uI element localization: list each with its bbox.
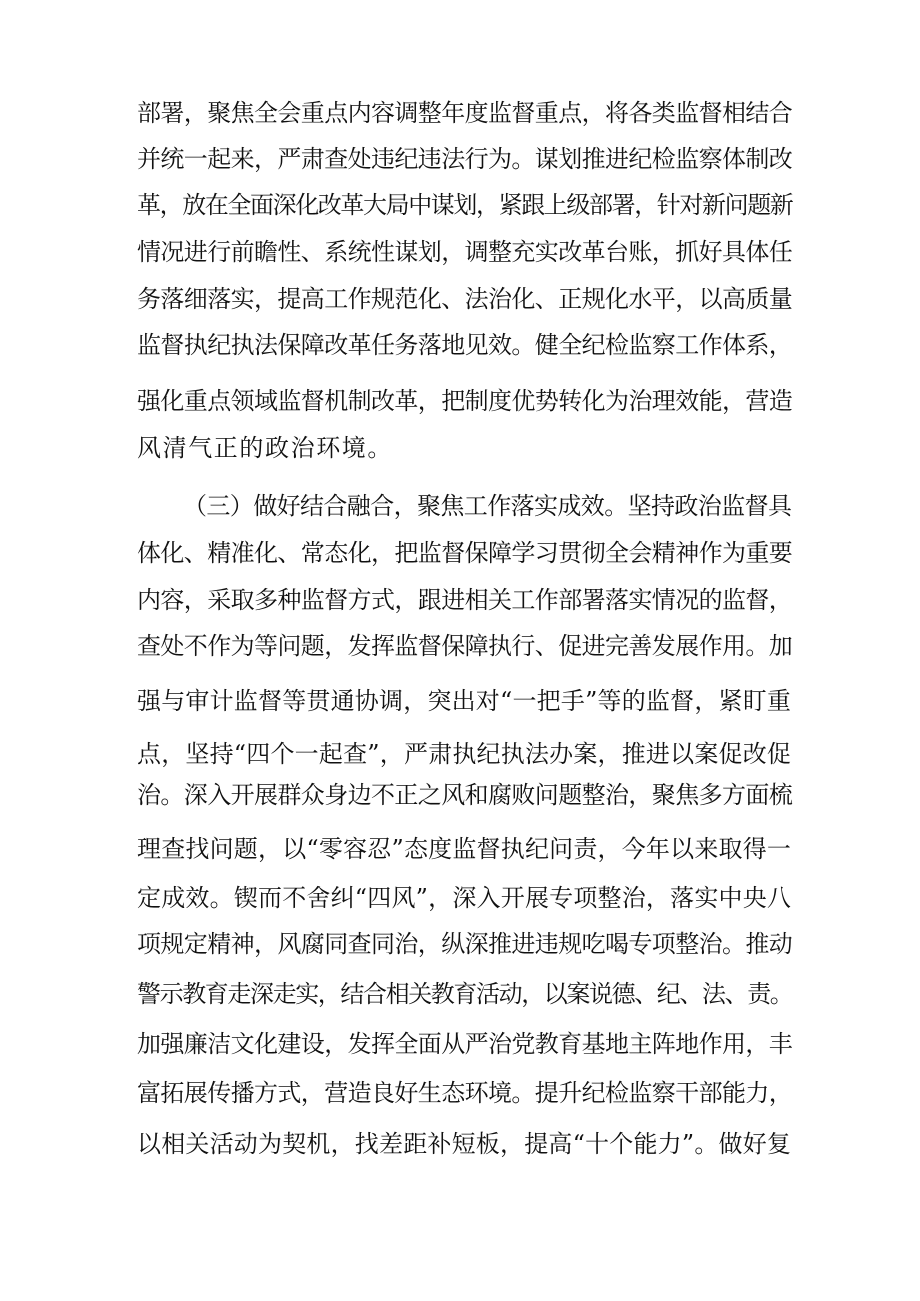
text-line: 强化重点领域监督机制改革，把制度优势转化为治理效能，营造	[137, 387, 793, 415]
text-line: 富拓展传播方式，营造良好生态环境。提升纪检监察干部能力，	[137, 1079, 793, 1107]
text-line: 务落细落实，提高工作规范化、法治化、正规化水平，以高质量	[137, 285, 793, 313]
text-line: 点，坚持“四个一起查”，严肃执纪执法办案，推进以案促改促	[137, 740, 792, 768]
text-line: 理查找问题，以“零容忍”态度监督执纪问责，今年以来取得一	[137, 835, 792, 863]
text-line: 项规定精神，风腐同查同治，纵深推进违规吃喝专项整治。推动	[137, 930, 793, 958]
text-line: 体化、精准化、常态化，把监督保障学习贯彻全会精神作为重要	[137, 539, 793, 567]
text-line: 并统一起来，严肃查处违纪违法行为。谋划推进纪检监察体制改	[137, 145, 793, 173]
paragraph-heading: （三）做好结合融合，聚焦工作落实成效。坚持政治监督具	[183, 492, 792, 520]
text-line: 以相关活动为契机，找差距补短板，提高“十个能力”。做好复	[137, 1130, 792, 1158]
text-line: 查处不作为等问题，发挥监督保障执行、促进完善发展作用。加	[137, 632, 793, 660]
text-line: 监督执纪执法保障改革任务落地见效。健全纪检监察工作体系，	[137, 331, 793, 359]
text-line: 情况进行前瞻性、系统性谋划，调整充实改革台账，抓好具体任	[137, 238, 793, 266]
text-line: 治。深入开展群众身边不正之风和腐败问题整治，聚焦多方面梳	[137, 781, 793, 809]
text-line: 加强廉洁文化建设，发挥全面从严治党教育基地主阵地作用，丰	[137, 1030, 793, 1058]
text-line: 革，放在全面深化改革大局中谋划，紧跟上级部署，针对新问题新	[137, 191, 793, 219]
text-line: 强与审计监督等贯通协调，突出对“一把手”等的监督，紧盯重	[137, 687, 792, 715]
text-line: 内容，采取多种监督方式，跟进相关工作部署落实情况的监督，	[137, 586, 793, 614]
text-line: 部署，聚焦全会重点内容调整年度监督重点，将各类监督相结合	[137, 99, 793, 127]
text-line: 定成效。锲而不舍纠“四风”，深入开展专项整治，落实中央八	[137, 884, 792, 912]
text-line: 警示教育走深走实，结合相关教育活动，以案说德、纪、法、责。	[137, 980, 793, 1008]
text-line: 风清气正的政治环境。	[137, 434, 393, 462]
